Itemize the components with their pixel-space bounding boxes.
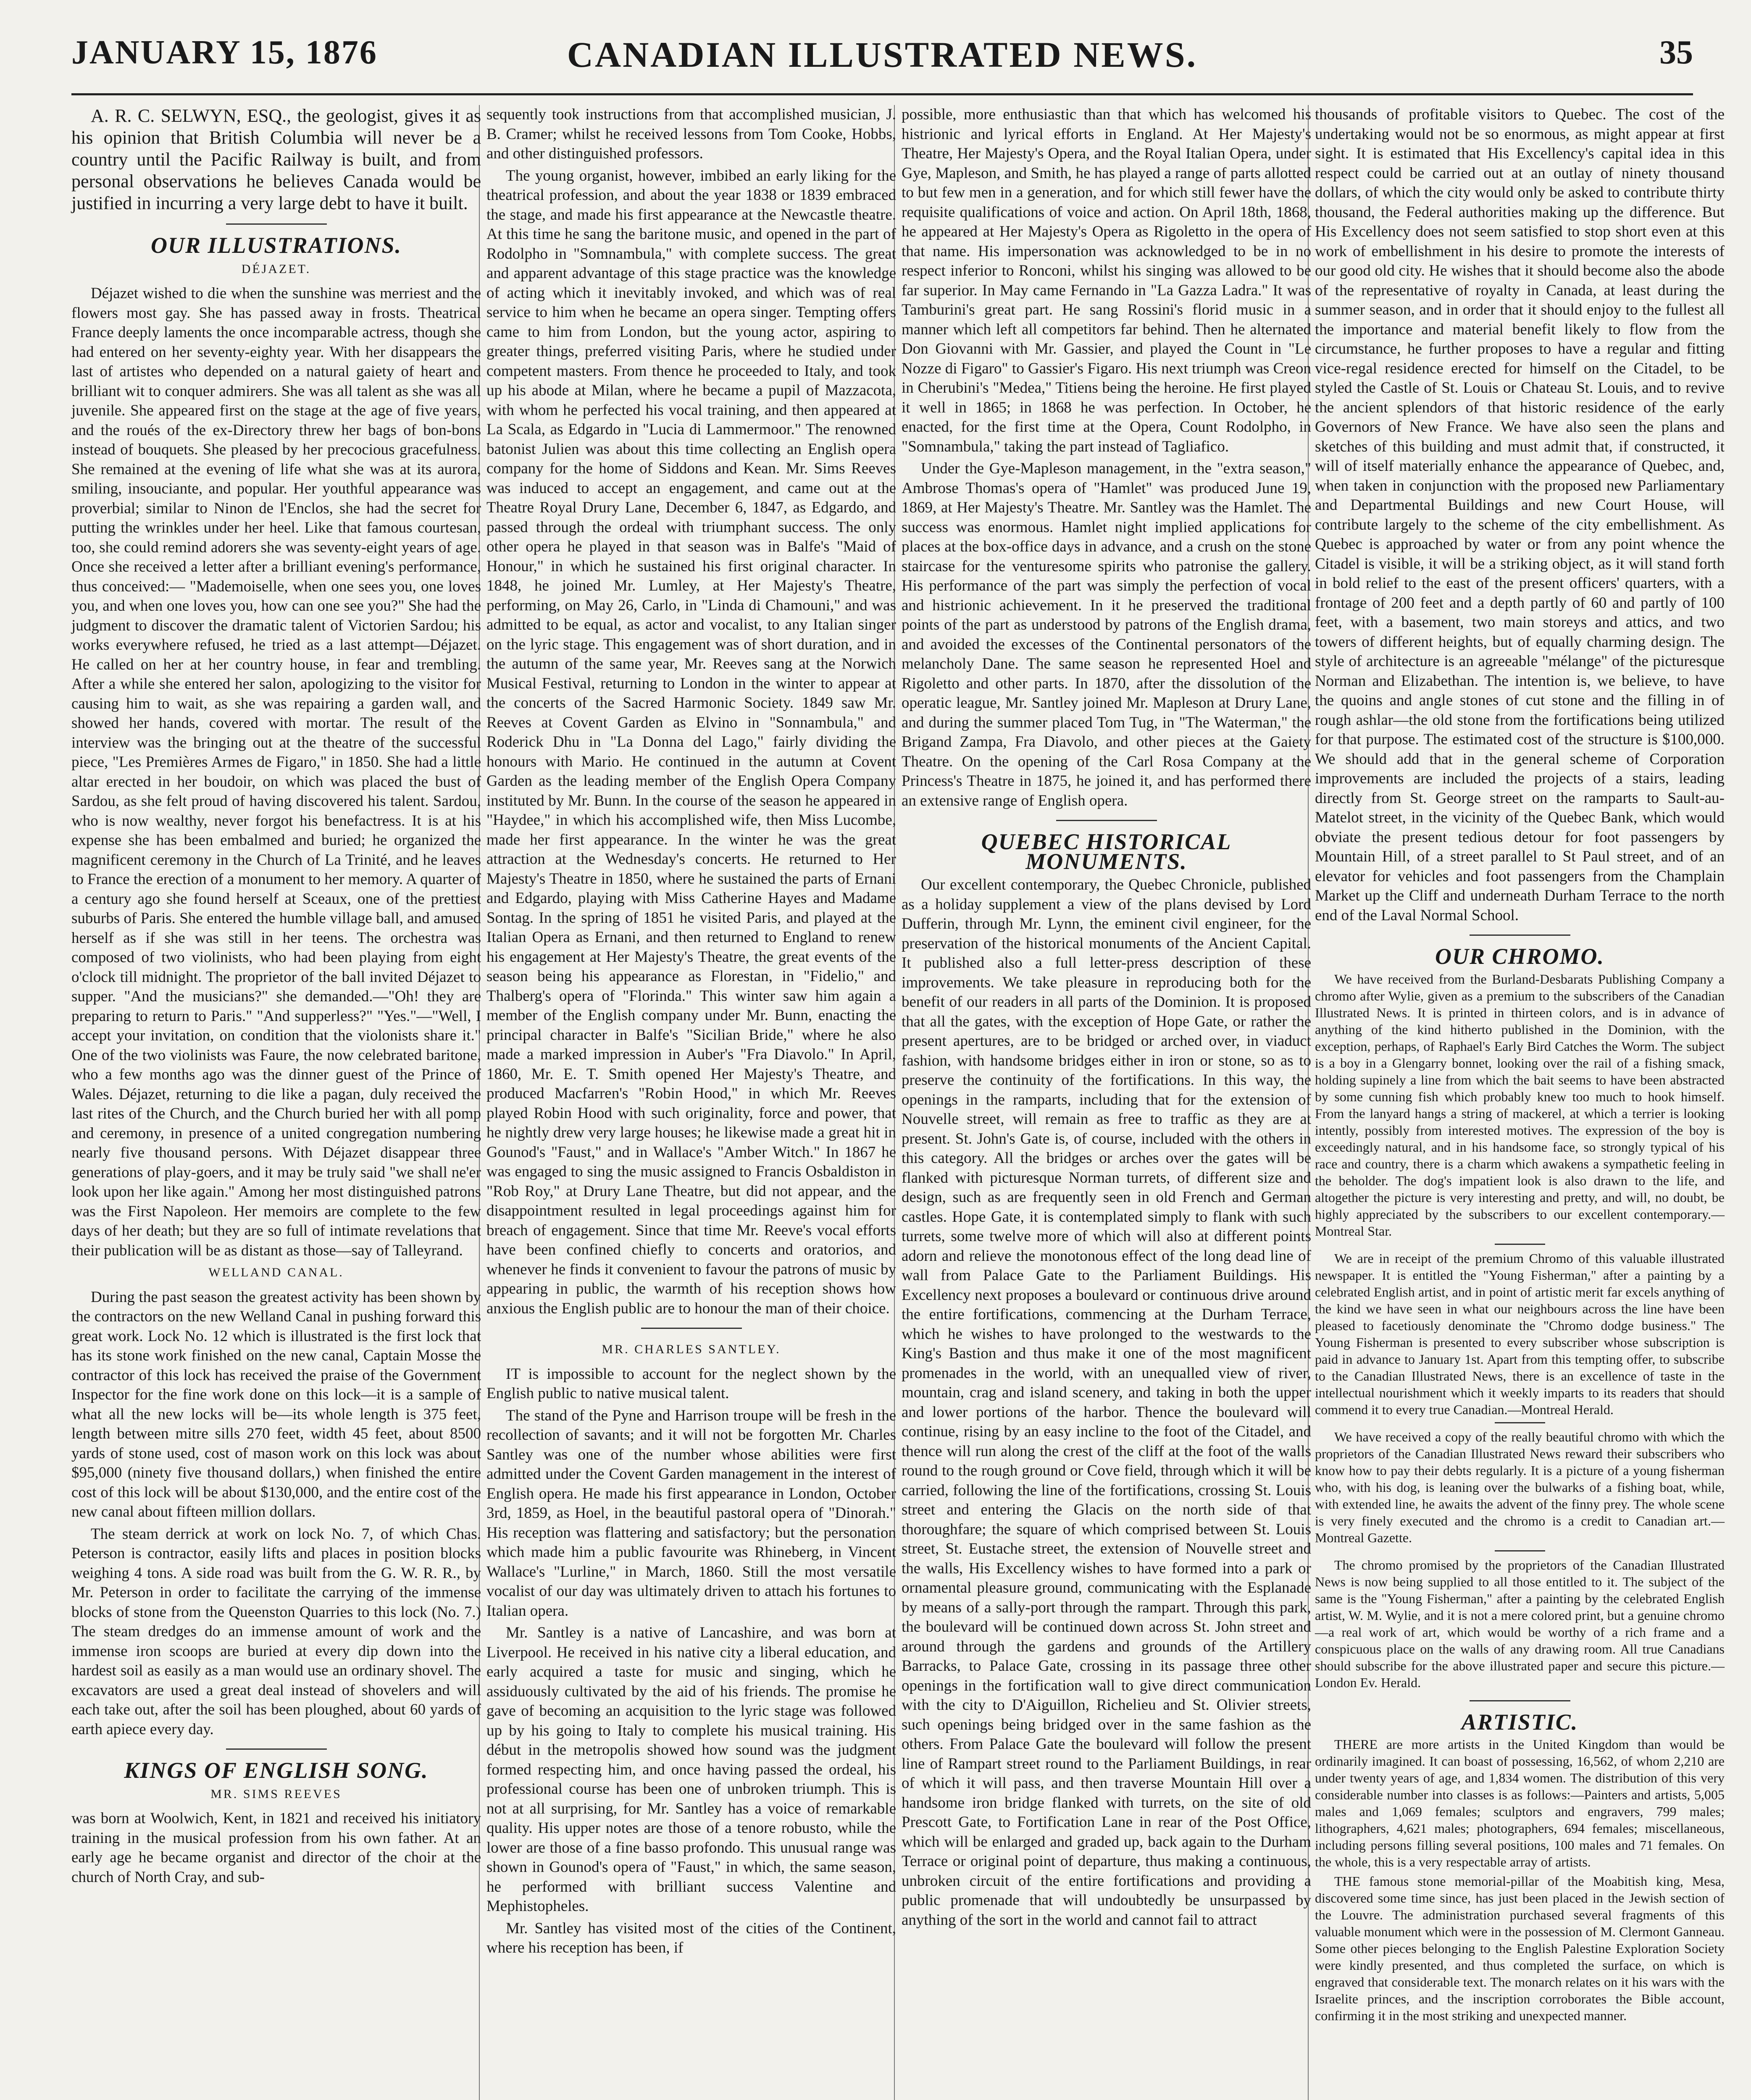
chromo-review: The chromo promised by the proprietors of the Canadian Illustrated News is now being supplied to all those entitled to it. The subject of the same is the "Young Fisherman," after a painting by the celebrated English artist, W. M. Wylie, and it is not a mere colored print, but a genuine chromo—a real work of art, which would be worthy of a rich frame and a conspicuous place on the walls of any drawing room. All true Canadians should subscribe for the above illustrated paper and secure this picture.—London Ev. Herald. xyxy=(1315,1557,1725,1690)
subheading-santley: MR. CHARLES SANTLEY. xyxy=(602,1342,781,1356)
issue-date: JANUARY 15, 1876 xyxy=(71,34,378,71)
section-title-artistic: ARTISTIC. xyxy=(1461,1709,1578,1735)
section-rule xyxy=(1470,934,1570,936)
header-rule xyxy=(71,93,1693,95)
section-rule xyxy=(1495,1422,1545,1423)
selwyn-paragraph: A. R. C. SELWYN, ESQ., the geologist, gives it as his opinion that British Columbia will never be a country until the Pacific Railway is built, and from personal observations he believes Canada would be justified in incurring a very large debt to have it built. xyxy=(71,105,481,213)
santley-paragraph: Under the Gye-Mapleson management, in the "extra season," Ambrose Thomas's opera of "Hamlet" was produced June 19, 1869, at Her Majesty's Theatre. Mr. Santley was the Hamlet. The success was enormous. Hamlet night implied applications for places at the box-office days in advance, and a crush on the stone staircase for the venturesome spirits who patronise the gallery. His performance of the part was simply the perfection of vocal and histrionic achievement. In it he preserved the traditional points of the part as understood by patrons of the English drama, and avoided the excesses of the Continental personators of the melancholy Dane. The same season he represented Hoel and Rigoletto and other parts. In 1870, after the dissolution of the operatic league, Mr. Santley joined Mr. Mapleson at Drury Lane, and during the summer placed Tom Tug, in "The Waterman," the Brigand Zampa, Fra Diavolo, and other pieces at the Gaiety Theatre. On the opening of the Carl Rosa Company at the Princess's Theatre in 1875, he joined it, and has performed there an extensive range of English opera. xyxy=(902,460,1311,809)
column-1 xyxy=(71,105,481,1890)
santley-paragraph: Mr. Santley has visited most of the cities of the Continent, where his reception has been, if xyxy=(486,1919,896,1956)
section-rule xyxy=(1495,1550,1545,1551)
section-title-illustrations: OUR ILLUSTRATIONS. xyxy=(150,233,402,258)
section-rule xyxy=(1056,820,1157,821)
page-header xyxy=(71,29,1693,92)
column-2 xyxy=(486,105,896,1961)
section-rule xyxy=(1470,1700,1570,1701)
column-3 xyxy=(902,105,1311,1932)
chromo-review: We have received from the Burland-Desbarats Publishing Company a chromo after Wylie, given as a premium to the subscribers of the Canadian Illustrated News. It is printed in thirteen colors, and is in advance of anything of the kind hitherto published in the Dominion, with the exception, perhaps, of Raphael's Early Bird Catches the Worm. The subject is a boy in a Glengarry bonnet, looking over the rail of a fishing smack, holding supinely a line from which the bait seems to have been abstracted by some cunning fish which probably knew too much to hook himself. From the lanyard hangs a string of mackerel, at which a terrier is looking intently, possibly from interested motives. The expression of the boy is exceedingly natural, and in his handsome face, so strongly typical of his race and country, there is a charm which awakens a sympathetic feeling in the beholder. The dog's impatient look is also drawn to the life, and altogether the picture is very interesting and pretty, and will, no doubt, be highly appreciated by the subscribers to our excellent contemporary.—Montreal Star. xyxy=(1315,971,1725,1239)
artistic-paragraph: THERE are more artists in the United Kingdom than would be ordinarily imagined. It can boast of possessing, 16,562, of whom 2,210 are under twenty years of age, and 1,834 women. The distribution of this very considerable number into classes is as follows:—Painters and artists, 5,005 males and 1,069 females; sculptors and engravers, 799 males; lithographers, 4,621 males; photographers, 694 females; miscellaneous, including persons filling several positions, 100 males and 71 females. On the whole, this is a very respectable array of artists. xyxy=(1315,1737,1725,1869)
reeves-paragraph: sequently took instructions from that accomplished musician, J. B. Cramer; whilst he received lessons from Tom Cooke, Hobbs, and other distinguished professors. xyxy=(486,106,896,162)
masthead-title: CANADIAN ILLUSTRATED NEWS. xyxy=(567,34,1198,75)
column-4 xyxy=(1315,105,1725,2026)
section-rule xyxy=(226,1748,327,1750)
chromo-review: We are in receipt of the premium Chromo of this valuable illustrated newspaper. It is entitled the "Young Fisherman," after a painting by a celebrated English artist, and in point of artistic merit far excels anything of the kind we have seen in what our neighbours across the line have been pleased to facetiously denominate the "Chromo dodge business." The Young Fisherman is presented to every subscriber whose subscription is paid in advance to January 1st. Apart from this tempting offer, to subscribe to the Canadian Illustrated News, there is an excellence of taste in the intellectual nourishment which it weekly imparts to its readers that should commend it to every true Canadian.—Montreal Herald. xyxy=(1315,1250,1725,1417)
quebec-paragraph: Our excellent contemporary, the Quebec Chronicle, published as a holiday supplement a view of the plans devised by Lord Dufferin, through Mr. Lynn, the eminent civil engineer, for the preservation of the historical monuments of the Ancient Capital. It published also a full letter-press description of these improvements. We take pleasure in reproducing both for the benefit of our readers in all parts of the Dominion. It is proposed that all the gates, with the exception of Hope Gate, or rather the present apertures, are to be bridged or arched over, in viaduct fashion, with handsome bridges either in iron or stone, so as to preserve the continuity of the fortifications. In this way, the openings in the ramparts, including that for the extension of Nouvelle street, will remain as free to traffic as they are at present. St. John's Gate is, of course, included with the others in this category. All the bridges or arches over the gates will be flanked with picturesque Norman turrets, of different size and design, such as are frequently seen in old French and German castles. Hope Gate, it is contemplated simply to flank with such turrets, some twelve more of which will also at different points adorn and relieve the monotonous effect of the long dead line of wall from Palace Gate to the Parliament Buildings. His Excellency next proposes a boulevard or continuous drive around the entire fortifications, commencing at the Durham Terrace, which he wishes to have prolonged to the westwards to the King's Bastion and thus make it one of the most magnificent promenades in the world, with an unequalled view of river, mountain, crag and island scenery, and taking in both the upper and lower portions of the harbor. Thence the boulevard will continue, rising by an easy incline to the foot of the Citadel, and thence will run along the crest of the cliff at the foot of the walls round to the rough ground or Cove field, through which it will be carried, following the line of the fortifications, crossing St. Louis street and entering the Glacis on the north side of that thoroughfare; the square of which comprised between St. Louis street, St. Eustache street, the extension of Nouvelle street and the walls, His Excellency wishes to have formed into a park or ornamental pleasure ground, communicating with the Esplanade by means of a sally-port through the rampart. Through this park, the boulevard will be continued down across St. John street and around through the gardens and grounds of the Artillery Barracks, to Palace Gate, crossing in its passage three other openings in the fortification wall to give direct communication with the city to D'Aiguillon, Richelieu and St. Olivier streets, such openings being bridged over in the same fashion as the others. From Palace Gate the boulevard will follow the present line of Rampart street round to the Parliament Buildings, in rear of which it will pass, and then traverse Mountain Hill over a handsome iron bridge flanked with turrets, on the site of old Prescott Gate, to Fortification Lane in rear of the Post Office, which will be enlarged and graded up, back again to the Durham Terrace or original point of departure, thus making a continuous, unbroken circuit of the entire fortifications and providing a public promenade that will undoubtedly be unsurpassed by anything of the sort in the world and cannot fail to attract xyxy=(902,876,1311,1929)
santley-paragraph: possible, more enthusiastic than that which has welcomed his histrionic and lyrical efforts in England. At Her Majesty's Theatre, Her Majesty's Opera, and the Royal Italian Opera, under Gye, Mapleson, and Smith, he has played a range of parts allotted to but few men in a generation, and for which still fewer have the requisite qualifications of voice and action. On April 18th, 1868, he appeared at Her Majesty's Opera as Rigoletto in the opera of that name. His impersonation was acknowledged to be in no respect inferior to Ronconi, whilst his singing was allowed to be far superior. In May came Fernando in "La Gazza Ladra." It was Tamburini's great part. He sang Rossini's florid music in a manner which left all competitors far behind. Then he alternated Don Giovanni with Mr. Gassier, and played the Count in "Le Nozze di Figaro" to Gassier's Figaro. His next triumph was Creon in Cherubini's "Medea," Titiens being the heroine. He first played it well in 1865; in 1868 he was perfection. In October, he enacted, for the first time at the Opera, Count Rodolpho, in "Somnambula," taking the part instead of Tagliafico. xyxy=(902,106,1311,455)
section-rule xyxy=(641,1328,742,1329)
reeves-paragraph: was born at Woolwich, Kent, in 1821 and received his initiatory training in the musical profession from his own father. At an early age he became organist and director of the choir at the church of North Cray, and sub- xyxy=(71,1810,481,1886)
dejazet-paragraph: Déjazet wished to die when the sunshine was merriest and the flowers most gay. She has passed away in frosts. Theatrical France deeply laments the once incomparable actress, though she had entered on her seventy-eighty year. With her disappears the last of artistes who depended on a natural gaiety of heart and brilliant wit to conquer admirers. She was all talent as she was all juvenile. She appeared first on the stage at the age of five years, and the roués of the ex-Directory threw her bags of bon-bons instead of bouquets. She pleased by her precocious gracefulness. She remained at the evening of life what she was at its aurora, smiling, insouciante, and popular. Her youthful appearance was proverbial; similar to Ninon de l'Enclos, she had the secret for putting the wrinkles under her heel. Like that famous courtesan, too, she could remind adorers she was seventy-eight years of age. Once she received a letter after a brilliant evening's performance, thus conceived:— "Mademoiselle, when one sees you, one loves you, and when one loves you, how can one see you?" She had the judgment to discover the dramatic talent of Victorien Sardou; his works everywhere refused, he tried as a last attempt—Déjazet. He called on her at her country house, in fear and trembling. After a while she entered her salon, apologizing to the visitor for causing him to wait, as she was repairing a garden wall, and showed her hands, covered with mortar. The result of the interview was the bringing out at the theatre of the successful piece, "Les Premières Armes de Figaro," in 1850. She had a little altar erected in her boudoir, on which was placed the bust of Sardou, as she felt proud of having discovered his talent. Sardou, who is now wealthy, never forgot his benefactress. It is at his expense she has been embalmed and buried; he organized the magnificent ceremony in the Church of La Trinité, and he leaves to France the erection of a monument to her memory. A quarter of a century ago she found herself at Sceaux, one of the prettiest suburbs of Paris. She entered the humble village ball, and amused herself as if she was still in her teens. The orchestra was composed of two violinists, who had been playing from eight o'clock till midnight. The proprietor of the ball invited Déjazet to supper. "And the musicians?" she demanded.—"Oh! they are preparing to return to Paris." "And supperless?" "Yes."—"Well, I accept your invitation, on condition that the violonists share it." One of the two violinists was Faure, the now celebrated baritone, who a few months ago was the dinner guest of the Prince of Wales. Déjazet, returning to die like a pagan, duly received the last rites of the Church, and the Church buried her with all pomp and ceremony, in presence of a united congregation numbering nearly five thousand persons. With Déjazet disappear three generations of play-goers, and it may be truly said "we shall ne'er look upon her like again." Among her most distinguished patrons was the First Napoleon. Her memoirs are complete to the few days of her death; but they are so full of intimate revelations that their publication will be as distant as those—say of Talleyrand. xyxy=(71,285,481,1259)
subheading-dejazet: DÉJAZET. xyxy=(241,262,311,276)
section-rule xyxy=(1495,1244,1545,1245)
section-title-quebec: QUEBEC HISTORICAL MONUMENTS. xyxy=(981,829,1232,874)
subheading-welland: WELLAND CANAL. xyxy=(208,1265,344,1279)
section-rule xyxy=(226,223,327,225)
section-title-kings: KINGS OF ENGLISH SONG. xyxy=(124,1758,429,1783)
santley-paragraph: The stand of the Pyne and Harrison troupe will be fresh in the recollection of savants; and it will not be forgotten Mr. Charles Santley was one of the number whose abilities were first admitted under the Covent Garden management in the interest of English opera. He made his first appearance in London, October 3rd, 1859, as Hoel, in the beautiful pastoral opera of "Dinorah." His reception was flattering and satisfactory; but the personation which made him a public favourite was Rhineberg, in Vincent Wallace's "Lurline," in March, 1860. Still the most versatile vocalist of our day was ultimately driven to attach his fortunes to Italian opera. xyxy=(486,1407,896,1620)
artistic-paragraph: THE famous stone memorial-pillar of the Moabitish king, Mesa, discovered some time since, has just been placed in the Jewish section of the Louvre. The administration purchased several fragments of this valuable monument which were in the possession of M. Clermont Ganneau. Some other pieces belonging to the English Palestine Exploration Society were kindly presented, and thus completed the surface, on which is engraved that considerable text. The monarch relates on it his wars with the Israelite princes, and the inscription corroborates the Bible account, confirming it in the most striking and unexpected manner. xyxy=(1315,1874,1725,2023)
quebec-paragraph: thousands of profitable visitors to Quebec. The cost of the undertaking would not be so enormous, as might appear at first sight. It is estimated that His Excellency's capital idea in this respect could be carried out at an outlay of ninety thousand dollars, of which the city would only be asked to contribute thirty thousand, the Federal authorities making up the difference. But His Excellency does not seem satisfied to stop short even at this work of embellishment in his desire to promote the interests of our good old city. He wishes that it should become also the abode of the representative of royalty in Canada, at least during the summer season, and in order that it should enjoy to the fullest all the importance and material benefit likely to flow from the circumstance, he further proposes to have a regular and fitting vice-regal residence erected for himself on the Citadel, to be styled the Castle of St. Louis or Chateau St. Louis, and to revive the ancient splendors of that historic residence of the early Governors of New France. We have also seen the plans and sketches of this building and must admit that, if constructed, it will of itself materially enhance the appearance of Quebec, and, when taken in conjunction with the proposed new Parliamentary and Departmental Buildings and new Court House, will contribute largely to the scheme of the city embellishment. As Quebec is approached by water or from any point whence the Citadel is visible, it will be a striking object, as it will stand forth in bold relief to the east of the present officers' quarters, with a frontage of 200 feet and a depth partly of 60 and partly of 100 feet, with a basement, two main storeys and attics, and two towers of different heights, but of equally charming design. The style of architecture is an agreeable "mélange" of the picturesque Norman and Elizabethan. The intention is, we believe, to have the quoins and angle stones of cut stone and the filling in of rough ashlar—the old stone from the fortifications being utilized for that purpose. The estimated cost of the structure is $100,000. We should add that in the general scheme of Corporation improvements are included the projects of a stairs, leading directly from St. George street on the ramparts to Sault-au-Matelot street, in the vicinity of the Quebec Bank, which would obviate the present tedious detour for foot passengers by Mountain Hill, of a street parallel to St Paul street, and of an elevator for vehicles and foot passengers from the Champlain Market up the Cliff and underneath Durham Terrace to the north end of the Laval Normal School. xyxy=(1315,106,1725,924)
page-number: 35 xyxy=(1659,34,1693,71)
santley-paragraph: Mr. Santley is a native of Lancashire, and was born at Liverpool. He received in his native city a liberal education, and early acquired a taste for music and singing, which he assiduously cultivated by the aid of his friends. The promise he gave of becoming an acquisition to the lyric stage was followed up by his going to Italy to complete his musical training. His début in the metropolis showed how sound was the judgment formed respecting him, and once having passed the ordeal, his professional course has been one of unbroken triumph. This is not at all surprising, for Mr. Santley has a voice of remarkable quality. His upper notes are those of a tenore robusto, while the lower are those of a fine basso profondo. This unusual range was shown in Gounod's opera of "Faust," in which, the same season, he performed with brilliant success Valentine and Mephistopheles. xyxy=(486,1624,896,1915)
santley-paragraph: IT is impossible to account for the neglect shown by the English public to native musical talent. xyxy=(486,1365,896,1402)
chromo-review: We have received a copy of the really beautiful chromo with which the proprietors of the Canadian Illustrated News reward their subscribers who know how to pay their debts regularly. It is a picture of a young fisherman who, with his dog, is leaning over the bulwarks of a fishing boat, while, with extended line, he awaits the advent of the finny prey. The whole scene is very finely executed and the chromo is a credit to Canadian art.—Montreal Gazette. xyxy=(1315,1429,1725,1545)
welland-paragraph: During the past season the greatest activity has been shown by the contractors on the new Welland Canal in pushing forward this great work. Lock No. 12 which is illustrated is the first lock that has its stone work finished on the new canal, Captain Mosse the contractor of this lock has received the praise of the Government Inspector for the fine work done on this lock—it is a sample of what all the new locks will be—its whole length is 375 feet, length between mitre sills 270 feet, width 45 feet, about 8500 yards of stone used, cost of mason work on this lock was about $95,000 (ninety five thousand dollars,) when finished the entire cost of this lock will be about $130,000, and the entire cost of the new canal about fifteen million dollars. xyxy=(71,1288,481,1520)
reeves-paragraph: The young organist, however, imbibed an early liking for the theatrical profession, and about the year 1838 or 1839 embraced the stage, and made his first appearance at the Newcastle theatre. At this time he sang the baritone music, and opened in the part of Rodolpho in "Somnambula," with complete success. The great and apparent advantage of this stage practice was the knowledge of acting which it inevitably invoked, and which was of real service to him when he became an opera singer. Tempting offers came to him from London, but the young actor, aspiring to greater things, preferred visiting Paris, where he studied under competent masters. From thence he proceeded to Italy, and took up his abode at Milan, where he became a pupil of Mazzacota, with whom he perfected his vocal training, and then appeared at La Scala, as Edgardo in "Lucia di Lammermoor." The renowned batonist Julien was about this time collecting an English opera company for the home of Siddons and Kean. Mr. Sims Reeves was induced to accept an engagement, and came out at the Theatre Royal Drury Lane, December 6, 1847, as Edgardo, and passed through the ordeal with triumphant success. The only other opera he played in that season was in Balfe's "Maid of Honour," in which he sustained his first original character. In 1848, he joined Mr. Lumley, at Her Majesty's Theatre, performing, on May 26, Carlo, in "Linda di Chamouni," and was admitted to be equal, as actor and vocalist, to any Italian singer on the lyric stage. This engagement was of short duration, and in the autumn of the same year, Mr. Reeves sang at the Norwich Musical Festival, returning to London in the winter to appear at the concerts of the Sacred Harmonic Society. 1849 saw Mr. Reeves at Covent Garden as Elvino in "Sonnambula," and Roderick Dhu in "La Donna del Lago," fairly dividing the honours with Mario. He continued in the autumn at Covent Garden as the leading member of the English Opera Company instituted by Mr. Bunn. In the course of the season he appeared in "Haydee," in which his accomplished wife, then Miss Lucombe, made her first appearance. In the winter he was the great attraction at the Wednesday's concerts. He returned to Her Majesty's Theatre in 1850, where he sustained the parts of Ernani and Edgardo, playing with Miss Catherine Hayes and Madame Sontag. In the spring of 1851 he visited Paris, and played at the Italian Opera as Ernani, and then returned to England to renew his engagement at Her Majesty's Theatre, the great events of the season being his appearance as Florestan, in "Fidelio," and Thalberg's opera of "Florinda." This winter saw him again a member of the English company under Mr. Bunn, enacting the principal character in Balfe's "Sicilian Bride," where he also made a marked impression in Auber's "Fra Diavolo." In April, 1860, Mr. E. T. Smith opened Her Majesty's Theatre, and produced Macfarren's "Robin Hood," in which Mr. Reeves played Robin Hood with such originality, force and power, that he nightly drew very large houses; he likewise made a great hit in Gounod's "Faust," and in Wallace's "Amber Witch." In 1867 he was engaged to sing the music assigned to Francis Osbaldiston in "Rob Roy," at Drury Lane Theatre, but did not appear, and the disappointment resulted in legal proceedings against him for breach of engagement. Since that time Mr. Reeve's vocal efforts have been confined chiefly to concerts and oratorios, and whenever he finds it convenient to favour the patrons of music by appearing in public, the warmth of his reception shows how anxious the English public are to honour the man of their choice. xyxy=(486,167,896,1317)
subheading-sims-reeves: MR. SIMS REEVES xyxy=(210,1787,342,1801)
welland-paragraph: The steam derrick at work on lock No. 7, of which Chas. Peterson is contractor, easily lifts and places in position blocks weighing 4 tons. A side road was built from the G. W. R. R., by Mr. Peterson in order to facilitate the carrying of the immense blocks of stone from the Queenston Quarries to this lock (No. 7.) The steam dredges do an immense amount of work and the immense iron scoops are buried at every dip down into the hardest soil as easily as a man would use an ordinary shovel. The excavators are used a great deal instead of shovelers and will each take out, after the soil has been ploughed, about 60 yards of earth apiece every day. xyxy=(71,1525,481,1738)
section-title-chromo: OUR CHROMO. xyxy=(1435,944,1605,969)
